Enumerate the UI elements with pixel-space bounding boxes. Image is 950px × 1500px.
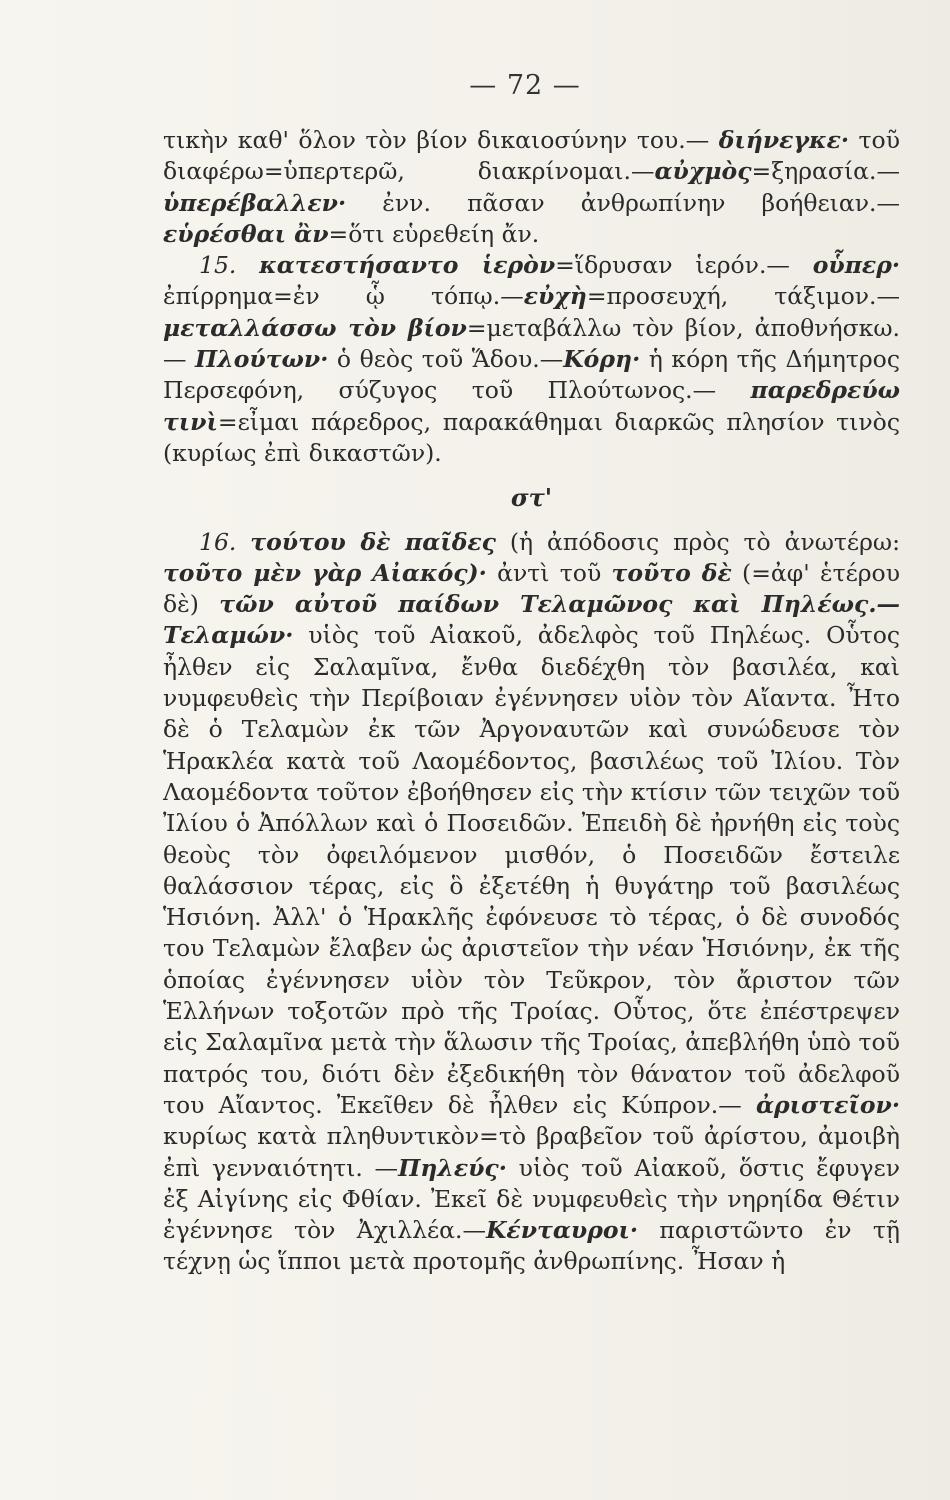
verse-number: 16.: [199, 527, 251, 556]
gloss-text: =μεταβάλλω τὸν βίον, ἀποθνήσκω.—: [163, 313, 900, 374]
lemma-term: εὐχὴ: [523, 282, 587, 311]
paragraphs-before-section: [163, 125, 900, 469]
gloss-text: ἀντὶ τοῦ: [486, 558, 612, 587]
paragraph-p3: [163, 527, 900, 1278]
lemma-term: ἀριστεῖον·: [755, 1090, 900, 1119]
verse-number: 15.: [199, 251, 260, 280]
gloss-text: =ξηρασία.—: [751, 157, 900, 186]
gloss-text: κυρίως κατὰ πληθυντικὸν=τὸ βραβεῖον τοῦ ἀρίστου, ἀμοιβὴ ἐπὶ γενναιότητι. —: [163, 1122, 900, 1182]
paragraphs-after-section: [163, 527, 900, 1278]
gloss-text: παριστῶντο ἐν τῇ τέχνῃ ὡς ἵπποι μετὰ προτομῆς ἀνθρωπίνης. Ἦσαν ἡ: [163, 1216, 900, 1276]
lemma-term: ὑπερέβαλλεν·: [163, 188, 347, 217]
gloss-text: τοῦ διαφέρω=ὑπερτερῶ, διακρίνομαι.—: [163, 126, 900, 186]
page-number: — 72 —: [469, 70, 581, 101]
lemma-term: εὑρέσθαι ἂν: [163, 219, 329, 248]
gloss-text: =ἵδρυσαν ἱερόν.—: [555, 251, 813, 280]
commentary-text: [163, 125, 900, 1278]
gloss-text: ἡ κόρη τῆς Δήμητρος Περσεφόνη, σύζυγος τοῦ Πλούτωνος.—: [163, 345, 900, 405]
gloss-text: =προσευχή, τάξιμον.—: [586, 282, 900, 311]
lemma-term: Κένταυροι·: [486, 1216, 639, 1245]
lemma-term: Κόρη·: [563, 345, 641, 374]
lemma-term: κατεστήσαντο ἱερὸν: [259, 251, 556, 280]
gloss-text: ἐπίρρημα=ἐν ᾧ τόπῳ.—: [163, 282, 524, 311]
paragraph-p2: [163, 250, 900, 469]
lemma-term: διήνεγκε·: [718, 126, 850, 154]
lemma-term: μεταλλάσσω τὸν βίον: [163, 313, 467, 342]
gloss-text: ἐνν. πᾶσαν ἀνθρωπίνην βοήθειαν.—: [346, 188, 900, 217]
lemma-term: τοῦτο δὲ: [611, 558, 732, 587]
gloss-text: υἱὸς τοῦ Αἰακοῦ, ἀδελφὸς τοῦ Πηλέως. Οὗτος ἦλθεν εἰς Σαλαμῖνα, ἔνθα διεδέχθη τὸν βασιλέα, καὶ νυμφευθεὶς τὴν Περίβοιαν ἐγέννησεν υἱὸν τὸν Αἴαντα. Ἦτο δὲ ὁ Τελαμὼν ἐκ τῶν Ἀργοναυτῶν καὶ συνώδευσε τὸν Ἡρακλέα κατὰ τοῦ Λαομέδοντος, βασιλέως τοῦ Ἰλίου. Τὸν Λαομέδοντα τοῦτον ἐβοήθησεν εἰς τὴν κτίσιν τῶν τειχῶν τοῦ Ἰλίου ὁ Ἀπόλλων καὶ ὁ Ποσειδῶν. Ἐπειδὴ δὲ ἠρνήθη εἰς τοὺς θεοὺς τὸν ὀφειλόμενον μισθόν, ὁ Ποσειδῶν ἔστειλε θαλάσσιον τέρας, εἰς ὃ ἐξετέθη ἡ θυγάτηρ τοῦ βασιλέως Ἡσιόνη. Ἀλλ' ὁ Ἡρακλῆς ἐφόνευσε τὸ τέρας, ὁ δὲ συνοδός του Τελαμὼν ἔλαβεν ὡς ἀριστεῖον τὴν νέαν Ἡσιόνην, ἐκ τῆς ὁποίας ἐγέννησεν υἱὸν τὸν Τεῦκρον, τὸν ἄριστον τῶν Ἑλλήνων τοξοτῶν πρὸ τῆς Τροίας. Οὗτος, ὅτε ἐπέστρεψεν εἰς Σαλαμῖνα μετὰ τὴν ἅλωσιν τῆς Τροίας, ἀπεβλήθη ὑπὸ τοῦ πατρός του, διότι δὲν ἐξεδικήθη τὸν θάνατον τοῦ ἀδελφοῦ του Αἴαντος. Ἐκεῖθεν δὲ ἦλθεν εἰς Κύπρον.—: [163, 621, 900, 1119]
gloss-text: (=ἀφ' ἑτέρου δὲ): [163, 558, 900, 619]
lemma-term: οὗπερ·: [812, 251, 901, 280]
lemma-term: παρεδρεύω τινὶ: [163, 376, 900, 436]
gloss-text: =εἶμαι πάρεδρος, παρακάθημαι διαρκῶς πλησίον τινὸς (κυρίως ἐπὶ δικαστῶν).: [163, 407, 900, 467]
gloss-text: τικὴν καθ' ὅλον τὸν βίον δικαιοσύνην του.—: [163, 126, 719, 154]
gloss-text: =ὅτι εὑρεθείη ἄν.: [328, 219, 540, 248]
section-heading: στ': [510, 483, 553, 513]
lemma-term: Πηλεύς·: [398, 1153, 507, 1182]
gloss-text: υἱὸς τοῦ Αἰακοῦ, ὅστις ἔφυγεν ἐξ Αἰγίνης εἰς Φθίαν. Ἐκεῖ δὲ νυμφευθεὶς τὴν νηρηίδα Θέτιν ἐγέννησε τὸν Ἀχιλλέα.—: [163, 1153, 900, 1245]
lemma-term: τούτου δὲ παῖδες: [250, 527, 496, 556]
lemma-term: αὐχμὸς: [654, 157, 752, 186]
paragraph-p1: [163, 125, 900, 250]
gloss-text: (ἡ ἀπόδοσις πρὸς τὸ ἀνωτέρω:: [495, 527, 900, 556]
lemma-term: τοῦτο μὲν γὰρ Αἰακός)·: [163, 558, 487, 587]
gloss-text: ὁ θεὸς τοῦ Ἅδου.—: [328, 345, 564, 374]
lemma-term: Πλούτων·: [195, 345, 329, 374]
lemma-term: τῶν αὐτοῦ παίδων Τελαμῶνος καὶ Πηλέως.— Τελαμών·: [163, 590, 901, 650]
